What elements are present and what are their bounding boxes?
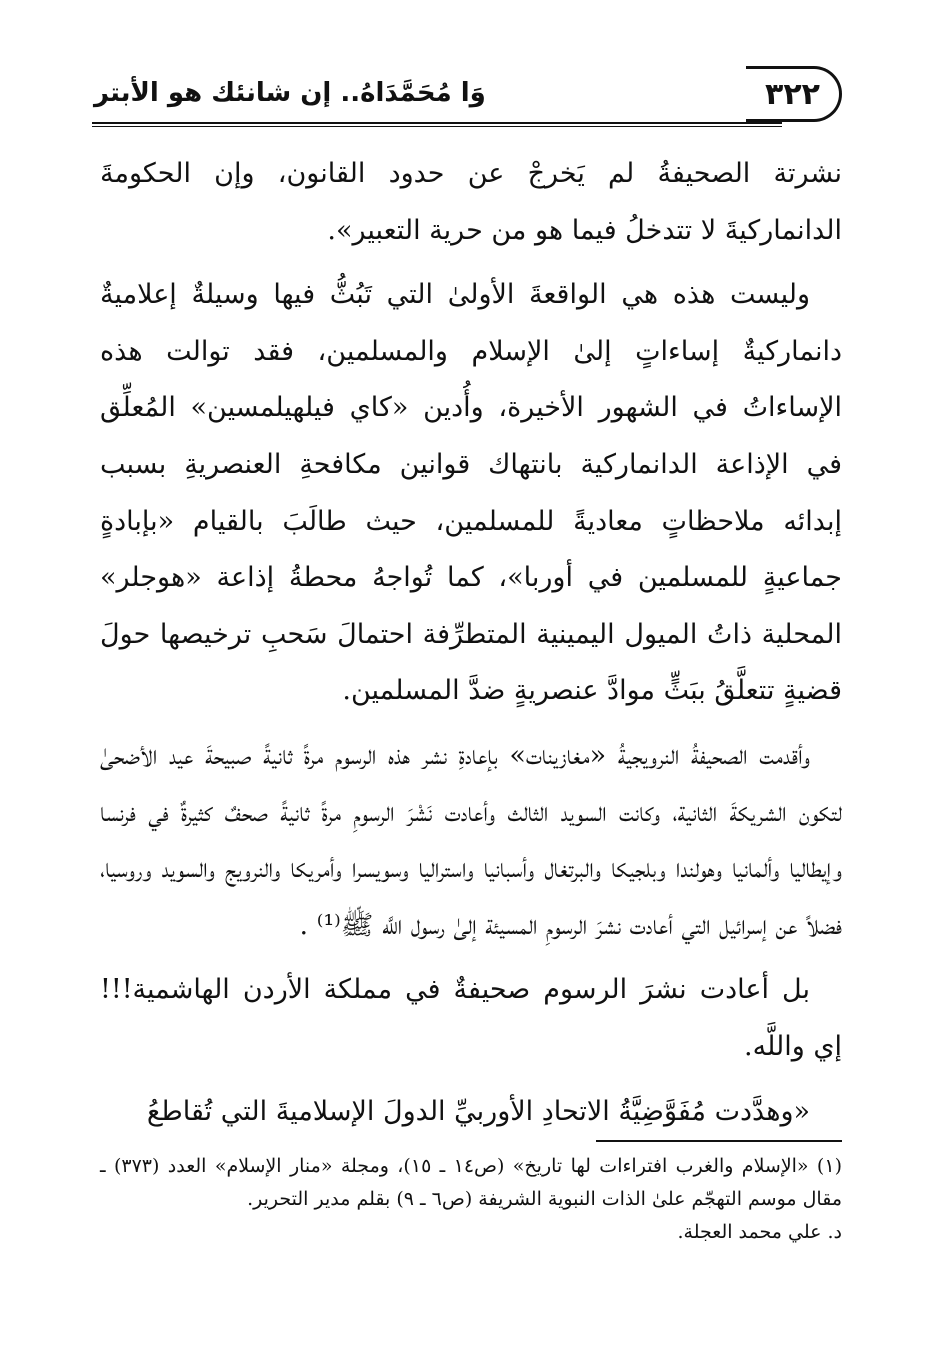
- page-header: [92, 64, 842, 134]
- paragraph-3: وأقدمت الصحيفةُ النرويجيةُ «مغازينات» بإعادةِ نشر هذه الرسوم مرةً ثانيةً صبيحةَ عيد الأضحىٰ لتكون الشريكةَ الثانية، وكانت السويد الثالث وأعادت نَشْرَ الرسومِ مرةً ثانيةً صحفٌ كثيرةٌ في فرنسا وإيطاليا وألمانيا وهولندا وبلجيكا والبرتغال وأسبانيا واستراليا وسويسرا وأمريكا والنرويج والسويد وروسيا، فضلاً عن إسرائيل التي أعادت نشرَ الرسومِ المسيئة إلىٰ رسول اللَّه ﷺ⁽¹⁾ .: [100, 739, 842, 941]
- running-title: وَا مُحَمَّدَاهُ.. إن شانئك هو الأبتر: [94, 78, 486, 108]
- page-number: ٣٢٢: [746, 66, 842, 122]
- header-rule: [92, 122, 782, 124]
- body-text: [100, 146, 842, 1140]
- paragraph-2: وليست هذه هي الواقعةَ الأولىٰ التي تَبُثُّ فيها وسيلةٌ إعلاميةٌ دانماركيةٌ إساءاتٍ إلىٰ الإسلام والمسلمين، فقد توالت هذه الإساءاتُ في الشهور الأخيرة، وأُدين «كاي فيلهيلمسين» المُعلِّق في الإذاعة الدانماركية بانتهاك قوانين مكافحةِ العنصريةِ بسبب إبدائه ملاحظاتٍ معاديةً للمسلمين، حيث طالَبَ بالقيام «بإبادةٍ جماعيةٍ للمسلمين في أوربا»، كما تُواجهُ محطةُ إذاعة «هوجلر» المحلية ذاتُ الميول اليمينية المتطرِّفة احتمالَ سَحبِ ترخيصها حولَ قضيةٍ تتعلَّقُ ببَثٍّ موادَّ عنصريةٍ ضدَّ المسلمين.: [100, 279, 842, 707]
- header-rule-thin: [92, 126, 782, 127]
- paragraph-1: نشرتة الصحيفةُ لم يَخرجْ عن حدود القانون، وإن الحكومةَ الدانماركيةَ لا تتدخلُ فيما هو من حرية التعبير».: [100, 158, 842, 246]
- paragraph-5: «وهدَّدت مُفَوَّضِيَّةُ الاتحادِ الأوربيِّ الدولَ الإسلاميةَ التي تُقاطعُ: [146, 1095, 810, 1127]
- footnote-1: (١) «الإسلام والغرب افتراءات لها تاريخ» (ص١٤ ـ ١٥)، ومجلة «منار الإسلام» العدد (٣٧٣) ـ مقال موسم التهجّم علىٰ الذات النبوية الشريفة (ص٦ ـ ٩) بقلم مدير التحرير.: [100, 1155, 842, 1210]
- footnotes: [100, 1150, 842, 1249]
- paragraph-4: بل أعادت نشرَ الرسوم صحيفةٌ في مملكة الأردن الهاشمية!!! إي واللَّه.: [100, 974, 842, 1062]
- footnote-author: د. علي محمد العجلة.: [677, 1221, 842, 1243]
- footnote-rule: [596, 1140, 842, 1142]
